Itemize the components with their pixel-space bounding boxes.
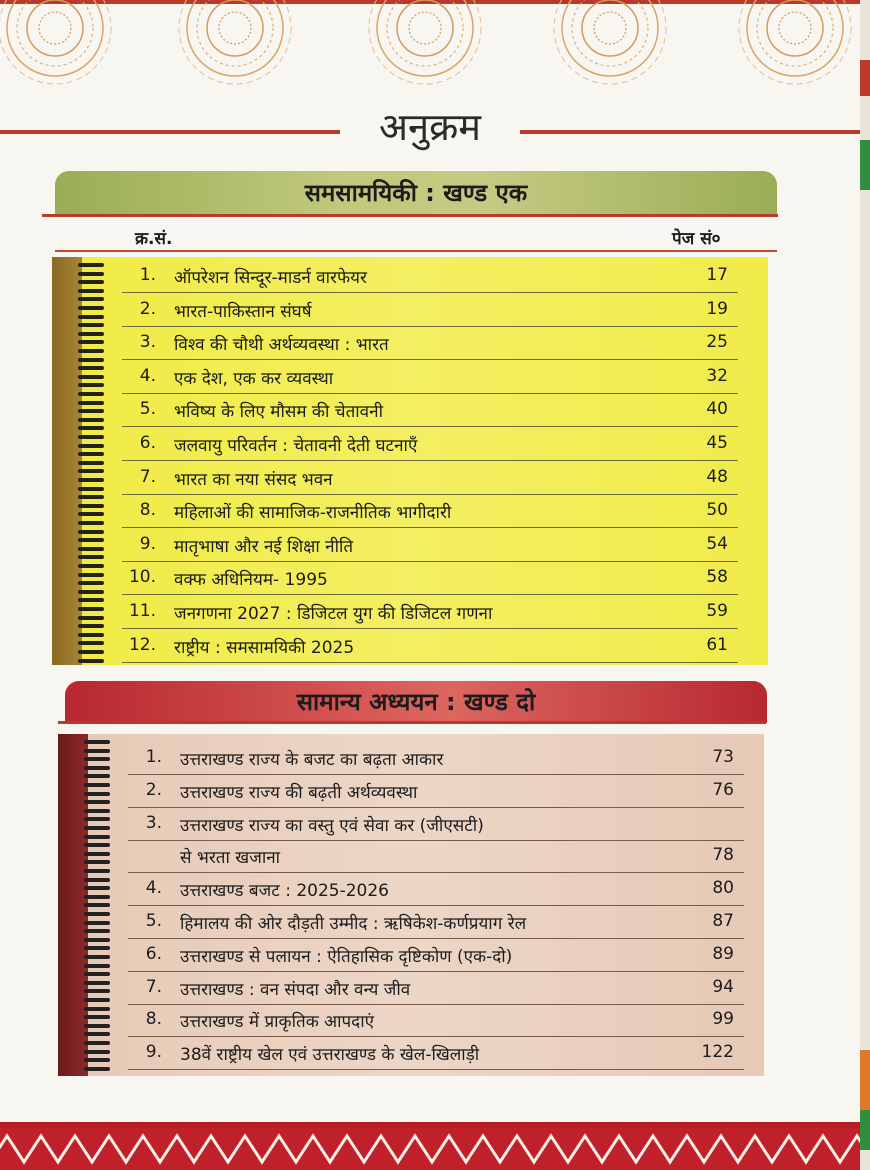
section2-panel: [58, 734, 764, 1076]
entry-title: एक देश, एक कर व्यवस्था: [174, 368, 334, 389]
spiral-ring: [84, 1015, 110, 1019]
spiral-ring: [78, 624, 104, 628]
spiral-ring: [78, 409, 104, 413]
entry-number: 7.: [145, 976, 162, 997]
spiral-ring: [84, 1050, 110, 1054]
entry-underline: [122, 393, 738, 394]
spiral-ring: [78, 530, 104, 534]
toc-entry: [118, 1042, 734, 1072]
entry-page-number: 78: [712, 845, 734, 866]
spiral-ring: [84, 809, 110, 813]
entry-title: मातृभाषा और नई शिक्षा नीति: [174, 536, 354, 557]
toc-entry: [112, 433, 728, 463]
spiral-ring: [84, 826, 110, 830]
entry-page-number: 48: [706, 466, 728, 487]
spiral-ring: [78, 383, 104, 387]
entry-number: 5.: [139, 399, 156, 420]
heading-wrap: [0, 100, 860, 152]
spiral-ring: [84, 929, 110, 933]
entry-title: उत्तराखण्ड राज्य के बजट का बढ़ता आकार: [180, 750, 444, 770]
serial-column-header: क्र.सं.: [135, 229, 173, 249]
spiral-ring: [78, 641, 104, 645]
entry-page-number: 122: [701, 1042, 734, 1063]
entry-underline: [122, 494, 738, 495]
toc-entry: [118, 977, 734, 1007]
spiral-ring: [78, 590, 104, 594]
entry-underline: [128, 971, 744, 972]
section2-banner: [65, 681, 767, 723]
entry-title: ऑपरेशन सिन्दूर-माडर्न वारफेयर: [174, 268, 367, 288]
entry-number: 11.: [128, 601, 156, 621]
entry-number: 6.: [145, 943, 162, 964]
entry-number: 3.: [145, 812, 162, 833]
entry-underline: [122, 662, 738, 663]
spiral-ring: [78, 323, 104, 327]
spiral-ring: [84, 783, 110, 787]
spiral-ring: [78, 340, 104, 344]
toc-entry: [112, 366, 728, 396]
toc-entry: [112, 601, 728, 631]
toc-entry: [118, 1009, 734, 1039]
spiral-ring: [84, 903, 110, 907]
entry-number: 1.: [145, 747, 162, 767]
toc-entry: [112, 299, 728, 329]
entry-title: 38वें राष्ट्रीय खेल एवं उत्तराखण्ड के खेल-खिलाड़ी: [180, 1045, 480, 1066]
spiral-ring: [84, 989, 110, 993]
entry-underline: [122, 460, 738, 461]
spiral-ring: [78, 297, 104, 301]
entry-page-number: 40: [706, 399, 728, 420]
section1-banner-rule: [42, 214, 778, 217]
spiral-ring: [78, 478, 104, 482]
entry-underline: [128, 1069, 744, 1070]
entry-underline: [122, 628, 738, 629]
spiral-ring: [84, 921, 110, 925]
toc-entry: [112, 265, 728, 295]
entry-page-number: 58: [706, 567, 728, 588]
entry-underline: [122, 292, 738, 293]
spiral-ring: [78, 444, 104, 448]
entry-number: 8.: [145, 1009, 162, 1030]
entry-underline: [122, 359, 738, 360]
toc-entry: [112, 332, 728, 362]
spiral-ring: [84, 972, 110, 976]
entry-title: राष्ट्रीय : समसामयिकी 2025: [174, 637, 355, 658]
toc-entry: [112, 635, 728, 665]
toc-entry: [118, 780, 734, 810]
toc-entry: [118, 911, 734, 941]
toc-entry: [118, 813, 734, 843]
entry-underline: [128, 905, 744, 906]
entry-page-number: 89: [712, 943, 734, 964]
zigzag-bottom-border: [0, 1122, 860, 1170]
spiral-ring: [84, 749, 110, 753]
toc-entry: [112, 567, 728, 597]
entry-title: भविष्य के लिए मौसम की चेतावनी: [174, 402, 383, 423]
entry-number: 2.: [145, 779, 162, 800]
spiral-ring: [84, 1058, 110, 1062]
spiral-ring: [78, 555, 104, 559]
entry-underline: [122, 426, 738, 427]
spiral-ring: [84, 860, 110, 864]
spiral-ring: [78, 633, 104, 637]
spiral-ring: [84, 817, 110, 821]
entry-number: 8.: [139, 500, 156, 521]
entry-underline: [128, 807, 744, 808]
spiral-ring: [78, 392, 104, 396]
spiral-ring: [78, 435, 104, 439]
spiral-ring: [84, 964, 110, 968]
section1-panel: [52, 257, 768, 665]
entry-title: उत्तराखण्ड राज्य की बढ़ती अर्थव्यवस्था: [180, 782, 418, 803]
spiral-ring: [78, 650, 104, 654]
entry-number: 5.: [145, 911, 162, 931]
spiral-ring: [78, 358, 104, 362]
entry-page-number: 94: [712, 976, 734, 997]
toc-entry: [118, 845, 734, 875]
entry-number: 2.: [139, 298, 156, 319]
spiral-ring: [84, 886, 110, 890]
entry-number: 1.: [139, 265, 156, 285]
spiral-ring: [84, 1032, 110, 1036]
spiral-ring: [78, 538, 104, 542]
spiral-ring: [78, 315, 104, 319]
entry-page-number: 50: [706, 500, 728, 521]
spiral-binding-rings: [84, 734, 114, 1076]
entry-number: 12.: [128, 634, 156, 655]
spiral-ring: [78, 564, 104, 568]
entry-number: 3.: [139, 332, 156, 353]
entry-number: 7.: [139, 466, 156, 487]
entry-underline: [128, 1004, 744, 1005]
entry-title: महिलाओं की सामाजिक-राजनीतिक भागीदारी: [174, 503, 452, 524]
spiral-ring: [78, 280, 104, 284]
entry-underline: [122, 561, 738, 562]
entry-number: 10.: [128, 567, 156, 588]
entry-title: विश्व की चौथी अर्थव्यवस्था : भारत: [174, 335, 389, 356]
entry-title: जनगणना 2027 : डिजिटल युग की डिजिटल गणना: [174, 604, 493, 624]
spiral-ring: [78, 401, 104, 405]
entry-page-number: 54: [706, 533, 728, 554]
spiral-ring: [78, 521, 104, 525]
spiral-ring: [84, 981, 110, 985]
spiral-ring: [78, 263, 104, 267]
spiral-ring: [78, 512, 104, 516]
entry-title: जलवायु परिवर्तन : चेतावनी देती घटनाएँ: [174, 436, 418, 456]
spiral-ring: [84, 835, 110, 839]
entry-title: उत्तराखण्ड : वन संपदा और वन्य जीव: [180, 979, 411, 1000]
spiral-ring: [84, 800, 110, 804]
spiral-ring: [78, 272, 104, 276]
entry-underline: [128, 872, 744, 873]
entry-page-number: 59: [706, 601, 728, 621]
spiral-ring: [84, 792, 110, 796]
entry-title: उत्तराखण्ड राज्य का वस्तु एवं सेवा कर (जीएसटी): [180, 815, 484, 836]
entry-number: 9.: [145, 1042, 162, 1063]
edge-tab-red: [860, 60, 870, 96]
spiral-ring: [84, 740, 110, 744]
spiral-ring: [84, 998, 110, 1002]
spiral-ring: [84, 1067, 110, 1071]
spiral-binding-rings: [78, 257, 108, 665]
spiral-ring: [84, 757, 110, 761]
spiral-ring: [78, 332, 104, 336]
spiral-ring: [78, 366, 104, 370]
toc-entry: [118, 878, 734, 908]
entry-title: भारत का नया संसद भवन: [174, 469, 333, 490]
spiral-ring: [84, 869, 110, 873]
entry-page-number: 99: [712, 1009, 734, 1030]
entry-page-number: 76: [712, 779, 734, 800]
edge-tab-green: [860, 140, 870, 190]
edge-tab-green-bottom: [860, 1110, 870, 1150]
entry-number: 9.: [139, 533, 156, 554]
section2-title: सामान्य अध्ययन : खण्ड दो: [296, 688, 536, 716]
column-header-rule: [55, 250, 777, 252]
spiral-ring: [84, 774, 110, 778]
entry-underline: [128, 774, 744, 775]
entry-number: 4.: [139, 365, 156, 386]
entry-page-number: 45: [706, 433, 728, 453]
entry-page-number: 25: [706, 332, 728, 353]
toc-entry: [112, 399, 728, 429]
mandala-ornament-border: [0, 0, 860, 90]
entry-page-number: 61: [706, 634, 728, 655]
page-column-header: पेज सं०: [672, 229, 721, 249]
spiral-ring: [84, 1041, 110, 1045]
entry-underline: [128, 840, 744, 841]
spiral-ring: [78, 469, 104, 473]
section1-banner: [55, 171, 777, 215]
entry-title: भारत-पाकिस्तान संघर्ष: [174, 301, 312, 322]
spiral-ring: [78, 504, 104, 508]
spiral-ring: [78, 289, 104, 293]
section2-banner-rule: [58, 721, 766, 724]
entry-underline: [122, 594, 738, 595]
spiral-ring: [84, 955, 110, 959]
spiral-ring: [78, 598, 104, 602]
entry-title: वक्फ अधिनियम- 1995: [174, 570, 328, 591]
spiral-ring: [78, 547, 104, 551]
entry-title: उत्तराखण्ड में प्राकृतिक आपदाएं: [180, 1012, 375, 1033]
entry-number: 6.: [139, 433, 156, 453]
spiral-ring: [84, 852, 110, 856]
spiral-ring: [78, 418, 104, 422]
spiral-ring: [84, 843, 110, 847]
entry-page-number: 32: [706, 365, 728, 386]
spiral-ring: [78, 573, 104, 577]
toc-entry: [112, 534, 728, 564]
spiral-ring: [78, 426, 104, 430]
entry-underline: [128, 1036, 744, 1037]
entry-number: 4.: [145, 878, 162, 899]
spiral-ring: [84, 1024, 110, 1028]
spiral-ring: [84, 946, 110, 950]
spiral-ring: [84, 895, 110, 899]
section1-title: समसामयिकी : खण्ड एक: [304, 179, 528, 207]
spiral-ring: [84, 766, 110, 770]
spiral-ring: [84, 912, 110, 916]
entry-underline: [122, 527, 738, 528]
toc-entry: [118, 944, 734, 974]
spiral-ring: [78, 306, 104, 310]
spiral-ring: [78, 581, 104, 585]
spiral-ring: [78, 487, 104, 491]
spiral-ring: [78, 349, 104, 353]
entry-page-number: 80: [712, 878, 734, 899]
spiral-ring: [78, 659, 104, 663]
entry-page-number: 73: [712, 747, 734, 767]
page-heading: अनुक्रम: [361, 105, 499, 149]
toc-entry: [112, 500, 728, 530]
spiral-ring: [78, 461, 104, 465]
spiral-ring: [78, 607, 104, 611]
spiral-ring: [84, 878, 110, 882]
toc-entry: [112, 467, 728, 497]
entry-page-number: 19: [706, 298, 728, 319]
edge-tab-orange: [860, 1050, 870, 1110]
entry-page-number: 17: [706, 265, 728, 285]
entry-title: उत्तराखण्ड बजट : 2025-2026: [180, 881, 389, 902]
entry-title: से भरता खजाना: [180, 848, 281, 869]
spiral-ring: [78, 452, 104, 456]
entry-underline: [128, 938, 744, 939]
spiral-ring: [78, 616, 104, 620]
entry-page-number: 87: [712, 911, 734, 931]
spiral-ring: [78, 375, 104, 379]
toc-entry: [118, 747, 734, 777]
spiral-ring: [78, 495, 104, 499]
entry-title: उत्तराखण्ड से पलायन : ऐतिहासिक दृष्टिकोण (एक-दो): [180, 946, 513, 967]
spiral-ring: [84, 1007, 110, 1011]
entry-underline: [122, 326, 738, 327]
entry-title: हिमालय की ओर दौड़ती उम्मीद : ऋषिकेश-कर्णप्रयाग रेल: [180, 914, 527, 934]
spiral-ring: [84, 938, 110, 942]
